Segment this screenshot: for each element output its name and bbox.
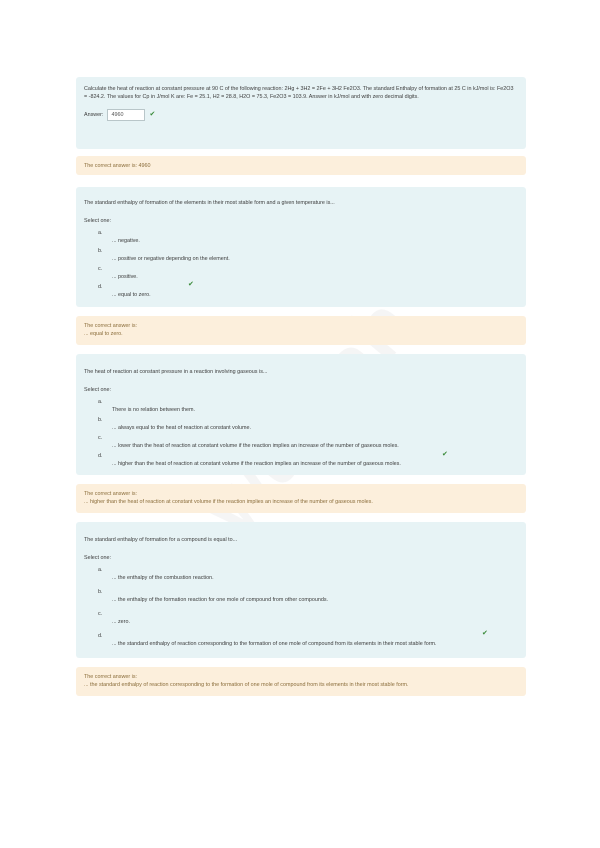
option-d-text: ... equal to zero. [112, 292, 151, 298]
option-d-text: ... higher than the heat of reaction at constant volume if the reaction implies an increase of the number of gaseous moles. [112, 461, 401, 467]
feedback-3 [76, 484, 526, 513]
radio-c[interactable]: c. [98, 266, 103, 272]
radio-b[interactable]: b. [98, 589, 103, 595]
option-b[interactable] [92, 416, 518, 434]
feedback-3-title: The correct answer is: [84, 491, 138, 497]
feedback-4 [76, 667, 526, 696]
question-2 [76, 187, 526, 307]
feedback-3-text: ... higher than the heat of reaction at constant volume if the reaction implies an increase of the number of gaseous moles. [84, 498, 373, 505]
option-b[interactable] [92, 588, 518, 606]
option-a[interactable] [92, 229, 518, 247]
feedback-4-text: ... the standard enthalpy of reaction corresponding to the formation of one mole of compound from its elements in their most stable form. [84, 681, 409, 688]
radio-c[interactable]: c. [98, 611, 103, 617]
radio-a[interactable]: a. [98, 230, 103, 236]
radio-a[interactable]: a. [98, 567, 103, 573]
question-4-text: The standard enthalpy of formation for a compound is equal to... [84, 537, 238, 543]
radio-d[interactable]: d. [98, 633, 103, 639]
option-c-text: ... lower than the heat of reaction at constant volume if the reaction implies an increase of the number of gaseous moles. [112, 443, 399, 449]
select-label: Select one: [84, 218, 111, 224]
option-d[interactable] [92, 632, 518, 650]
option-a[interactable] [92, 566, 518, 584]
check-icon: ✔ [482, 630, 488, 637]
option-b-text: ... the enthalpy of the formation reaction for one mole of compound from other compounds. [112, 597, 329, 603]
answer-row [84, 109, 518, 121]
feedback-2 [76, 316, 526, 345]
question-4 [76, 522, 526, 658]
option-a[interactable] [92, 398, 518, 416]
option-c-text: ... positive. [112, 274, 138, 280]
question-1 [76, 77, 526, 149]
option-d[interactable] [92, 452, 518, 470]
option-d[interactable] [92, 283, 518, 301]
radio-c[interactable]: c. [98, 435, 103, 441]
option-d-text: ... the standard enthalpy of reaction corresponding to the formation of one mole of compound from its elements in their most stable form. [112, 641, 437, 647]
answer-label: Answer: [84, 112, 104, 118]
option-a-text: ... the enthalpy of the combustion reaction. [112, 575, 214, 581]
feedback-1 [76, 156, 526, 175]
option-b[interactable] [92, 247, 518, 265]
radio-d[interactable]: d. [98, 284, 103, 290]
option-c-text: ... zero. [112, 619, 130, 625]
feedback-2-text: ... equal to zero. [84, 330, 123, 337]
answer-input[interactable] [107, 109, 145, 121]
option-a-text: ... negative. [112, 238, 140, 244]
question-3 [76, 354, 526, 475]
option-c[interactable] [92, 265, 518, 283]
question-1-text: Calculate the heat of reaction at constant pressure at 90 C of the following reaction: 2Hg + 3H2 = 2Fe + 3H2 Fe2O3. The standard Enthalpy of formation at 25 C in kJ/mol is: Fe2O3 = -824.2. The values for Cp in J/mol K are: Fe = 25.1, H2 = 28.8, H2O = 75.3, Fe2O3 = 103.9. Answer in kJ/mol and with zero decimal digits. [84, 86, 514, 100]
option-b-text: ... positive or negative depending on the element. [112, 256, 230, 262]
option-b-text: ... always equal to the heat of reaction at constant volume. [112, 425, 252, 431]
question-2-text: The standard enthalpy of formation of the elements in their most stable form and a given temperature is... [84, 200, 335, 206]
feedback-2-title: The correct answer is: [84, 323, 138, 329]
radio-d[interactable]: d. [98, 453, 103, 459]
feedback-1-text: The correct answer is: 4960 [84, 163, 151, 169]
option-c[interactable] [92, 610, 518, 628]
radio-b[interactable]: b. [98, 248, 103, 254]
radio-b[interactable]: b. [98, 417, 103, 423]
feedback-4-title: The correct answer is: [84, 674, 138, 680]
select-label: Select one: [84, 387, 111, 393]
check-icon: ✔ [188, 281, 194, 288]
select-label: Select one: [84, 555, 111, 561]
check-icon: ✔ [442, 451, 448, 458]
radio-a[interactable]: a. [98, 399, 103, 405]
option-c[interactable] [92, 434, 518, 452]
option-a-text: There is no relation between them. [112, 407, 196, 413]
check-icon: ✔ [149, 111, 156, 118]
question-3-text: The heat of reaction at constant pressure in a reaction involving gaseous is... [84, 369, 268, 375]
